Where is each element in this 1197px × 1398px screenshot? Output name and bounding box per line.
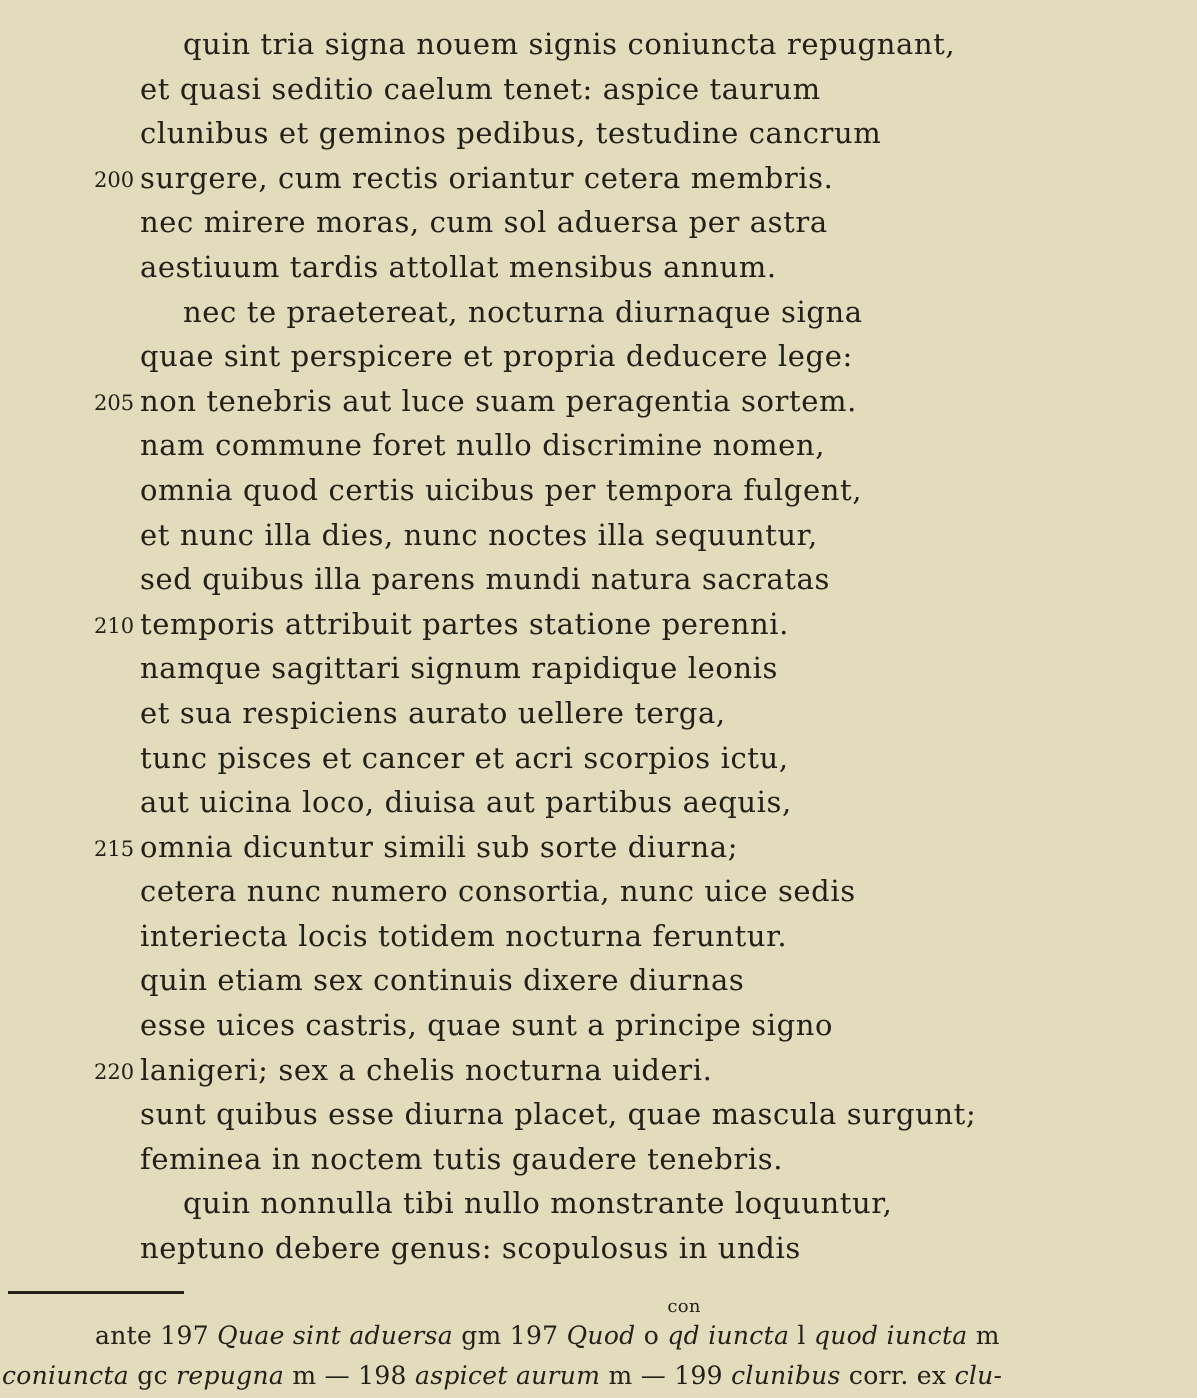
verse-text: sed quibus illa parens mundi natura sacratas	[140, 562, 831, 597]
verse-text: neptuno debere genus: scopulosus in undis	[140, 1231, 801, 1266]
apparatus-text: m — 198	[292, 1361, 407, 1390]
verse-line	[0, 958, 1197, 1003]
verse-line	[0, 513, 1197, 558]
verse-text: omnia quod certis uicibus per tempora fulgent,	[140, 472, 863, 507]
verse-line	[0, 602, 1197, 647]
verse-text: nam commune foret nullo discrimine nomen,	[140, 428, 826, 463]
verse-line	[0, 379, 1197, 424]
verse-text: tunc pisces et cancer et acri scorpios ictu,	[140, 740, 789, 775]
apparatus-reading: repugna	[176, 1361, 285, 1390]
apparatus-line	[0, 1296, 1197, 1356]
verse-line	[0, 691, 1197, 736]
verse-line	[0, 334, 1197, 379]
apparatus-siglum: gm	[461, 1321, 502, 1350]
line-number: 210	[94, 613, 135, 638]
apparatus-reading: clu-	[954, 1361, 1003, 1390]
verse-text: esse uices castris, quae sunt a principe signo	[140, 1008, 834, 1043]
apparatus-text: 197	[509, 1321, 559, 1350]
verse-text: et quasi seditio caelum tenet: aspice taurum	[140, 71, 821, 106]
verse-line	[0, 245, 1197, 290]
verse-text: omnia dicuntur simili sub sorte diurna;	[140, 829, 739, 864]
verse-text: aestiuum tardis attollat mensibus annum.	[140, 249, 777, 284]
verse-text: clunibus et geminos pedibus, testudine cancrum	[140, 116, 882, 151]
verse-line	[0, 780, 1197, 825]
verse-line	[0, 290, 1197, 335]
verse-line	[0, 1181, 1197, 1226]
apparatus-text: m — 199	[608, 1361, 723, 1390]
verse-text: quin etiam sex continuis dixere diurnas	[140, 963, 745, 998]
poem-text	[0, 22, 1197, 1271]
apparatus-siglum: l	[797, 1321, 806, 1350]
verse-text: aut uicina loco, diuisa aut partibus aequis,	[140, 785, 792, 820]
verse-text: feminea in noctem tutis gaudere tenebris.	[140, 1141, 784, 1176]
verse-line	[0, 67, 1197, 112]
verse-text: sunt quibus esse diurna placet, quae mascula surgunt;	[140, 1097, 977, 1132]
verse-line	[0, 423, 1197, 468]
verse-line	[0, 1226, 1197, 1271]
verse-text: quae sint perspicere et propria deducere lege:	[140, 339, 853, 374]
apparatus-reading: clunibus	[731, 1361, 841, 1390]
verse-text: cetera nunc numero consortia, nunc uice sedis	[140, 874, 856, 909]
verse-line	[0, 1003, 1197, 1048]
apparatus-reading: aspicet aurum	[415, 1361, 601, 1390]
line-number: 200	[94, 167, 135, 192]
verse-text: non tenebris aut luce suam peragentia sortem.	[140, 383, 857, 418]
verse-line	[0, 156, 1197, 201]
verse-text: quin tria signa nouem signis coniuncta repugnant,	[183, 27, 956, 61]
verse-text: et sua respiciens aurato uellere terga,	[140, 695, 726, 730]
apparatus-reading: coniuncta	[2, 1361, 130, 1390]
line-number: 215	[94, 836, 135, 861]
apparatus-reading: quod iuncta	[813, 1321, 968, 1350]
apparatus-siglum: gc	[137, 1361, 168, 1390]
verse-line	[0, 1137, 1197, 1182]
verse-text: surgere, cum rectis oriantur cetera membris.	[140, 160, 834, 195]
verse-line	[0, 111, 1197, 156]
verse-line	[0, 1048, 1197, 1093]
apparatus-reading-with-superscript	[667, 1296, 790, 1356]
apparatus-superscript: con	[667, 1296, 701, 1317]
verse-text: interiecta locis totidem nocturna feruntur.	[140, 918, 788, 953]
verse-text: namque sagittari signum rapidique leonis	[140, 651, 779, 686]
verse-text: et nunc illa dies, nunc noctes illa sequuntur,	[140, 517, 818, 552]
apparatus-reading: Quod	[566, 1321, 636, 1350]
apparatus-text: ante 197	[95, 1321, 209, 1350]
verse-line	[0, 468, 1197, 513]
verse-line	[0, 646, 1197, 691]
verse-text: nec mirere moras, cum sol aduersa per astra	[140, 205, 828, 240]
apparatus-siglum: m	[975, 1321, 1000, 1350]
apparatus-line	[0, 1356, 1197, 1396]
line-number: 220	[94, 1059, 135, 1084]
verse-line	[0, 22, 1197, 67]
verse-line	[0, 1092, 1197, 1137]
verse-line	[0, 557, 1197, 602]
verse-text: temporis attribuit partes statione perenni.	[140, 606, 790, 641]
verse-line	[0, 825, 1197, 870]
apparatus-reading: qd iuncta	[667, 1321, 790, 1350]
critical-apparatus	[0, 1296, 1197, 1396]
apparatus-siglum: o	[643, 1321, 660, 1350]
verse-line	[0, 200, 1197, 245]
verse-text: nec te praetereat, nocturna diurnaque signa	[183, 294, 863, 329]
verse-text: quin nonnulla tibi nullo monstrante loquuntur,	[183, 1186, 893, 1221]
apparatus-reading: Quae sint aduersa	[217, 1321, 453, 1350]
verse-line	[0, 869, 1197, 914]
line-number: 205	[94, 390, 135, 415]
verse-line	[0, 914, 1197, 959]
verse-text: lanigeri; sex a chelis nocturna uideri.	[140, 1052, 713, 1087]
verse-line	[0, 736, 1197, 781]
apparatus-text: corr. ex	[848, 1361, 947, 1390]
footnote-rule	[8, 1291, 184, 1294]
